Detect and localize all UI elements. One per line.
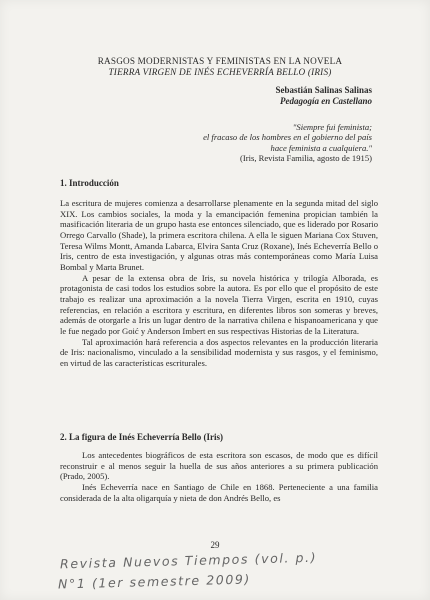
author-block <box>275 85 372 107</box>
page-number: 29 <box>210 540 220 550</box>
section-2-paragraph-1: Los antecedentes biográficos de esta escritora son escasos, de modo que es difícil reconstruir e al menos seguir la huella de sus años anteriores a su primera publicación (Prado, 2005). <box>60 450 378 482</box>
section-2-heading: 2. La figura de Inés Echeverría Bello (Iris) <box>60 432 223 442</box>
epigraph-source: (Iris, Revista Familia, agosto de 1915) <box>240 153 372 164</box>
epigraph-line-1: "Siempre fui feminista; <box>292 122 372 132</box>
epigraph <box>132 122 372 164</box>
author-role: Pedagogía en Castellano <box>280 96 372 106</box>
epigraph-line-2: el fracaso de los hombres en el gobierno del país <box>203 132 372 143</box>
section-1-body <box>60 198 378 369</box>
handwritten-note-line-2: N°1 (1er semestre 2009) <box>57 571 252 592</box>
title-line-1: RASGOS MODERNISTAS Y FEMINISTAS EN LA NOVELA <box>97 56 343 66</box>
section-1-heading: 1. Introducción <box>60 178 119 188</box>
author-name: Sebastián Salinas Salinas <box>275 85 372 95</box>
section-2-body <box>60 450 378 503</box>
section-1-paragraph-1: La escritura de mujeres comienza a desarrollarse plenamente en la segunda mitad del siglo XIX. Los cambios sociales, la moda y la emancipación femenina propician también la masificación literaria de un grupo hasta ese entonces silenciado, que es liderado por Rosario Orrego Carvallo (Shade), la primera escritora chilena. A ella le siguen Mariana Cox Stuven, Teresa Wilms Montt, Amanda Labarca, Elvira Santa Cruz (Roxane), Inés Echeverría Bello o Iris, centro de esta investigación, y algunas otras más contemporáneas como María Luisa Bombal y Marta Brunet. <box>60 198 378 272</box>
title-line-2: TIERRA VIRGEN DE INÉS ECHEVERRÍA BELLO (IRIS) <box>108 67 332 77</box>
epigraph-line-3: hace feminista a cualquiera." <box>270 142 372 153</box>
section-2-paragraph-2: Inés Echeverría nace en Santiago de Chile en 1868. Perteneciente a una familia considerada de la alta oligarquía y nieta de don Andrés Bello, es <box>60 481 378 503</box>
handwritten-note-line-1: Revista Nuevos Tiempos (vol. p.) <box>59 549 318 572</box>
section-1-paragraph-2: A pesar de la extensa obra de Iris, su novela histórica y trilogía Alborada, es protagonista de casi todos los estudios sobre la autora. Es por ello que el propósito de este trabajo es realizar una aproximación a la novela Tierra Virgen, escrita en 1910, cuyas referencias, en relación a escritora y escritura, en diferentes libros son someras y breves, además de otorgarle a Iris un lugar dentro de la narrativa chilena e hispanoamericana y que le fue negado por Goić y Anderson Imbert en sus respectivas Historias de la Literatura. <box>60 272 378 336</box>
section-1-paragraph-3: Tal aproximación hará referencia a dos aspectos relevantes en la producción literaria de Iris: nacionalismo, vinculado a la sensibilidad modernista y sus rasgos, y el feminismo, en virtud de las características escriturales. <box>60 336 378 368</box>
paper-title <box>70 56 370 78</box>
